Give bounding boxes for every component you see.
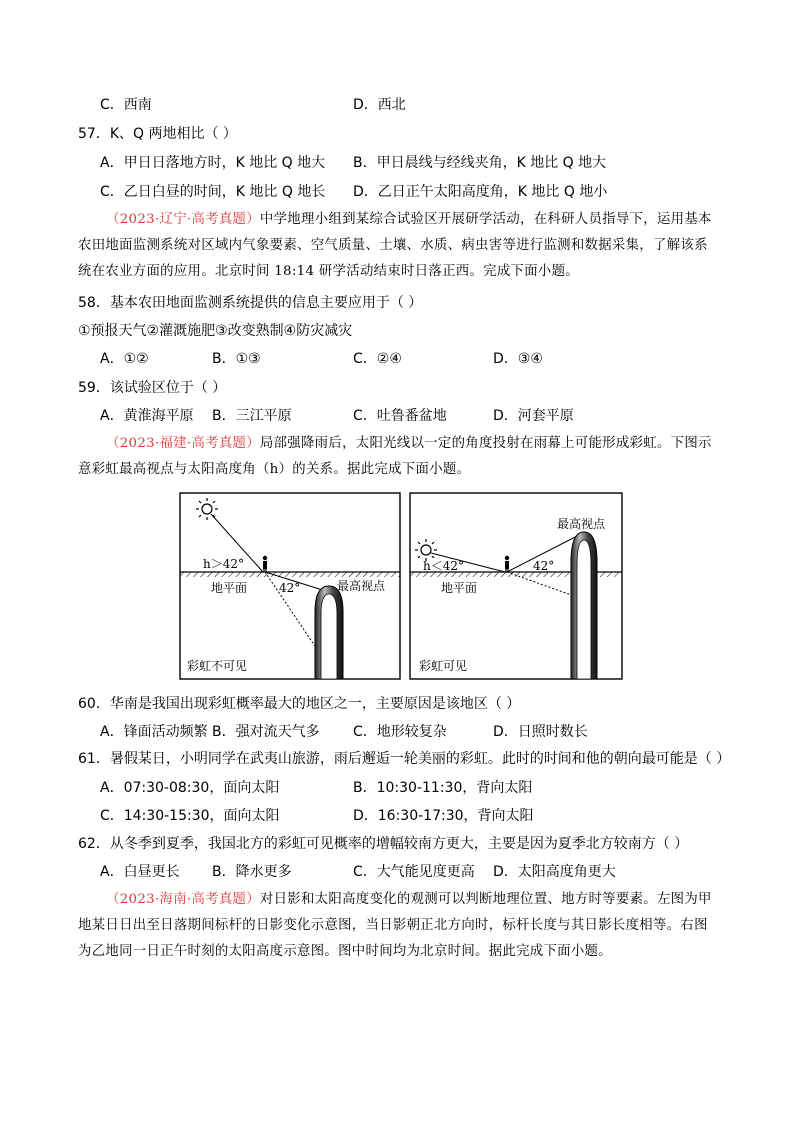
h-label: h＞42°: [203, 557, 244, 571]
q62-option-a: A．白昼更长: [100, 864, 180, 880]
rainbow-figure-not-visible: [179, 492, 401, 680]
peak-label: 最高视点: [337, 579, 386, 593]
passage1-line3: 统在农业方面的应用。北京时间 18:14 研学活动结束时日落正西。完成下面小题。: [78, 264, 579, 279]
q58-option-c: C．②④: [353, 351, 402, 367]
q59-option-a: A．黄淮海平原: [100, 408, 194, 424]
angle-label: 42°: [533, 559, 555, 573]
passage3-source: （2023·海南·高考真题）: [106, 892, 260, 907]
ground-label: 地平面: [211, 581, 248, 595]
q58-stem: 58．基本农田地面监测系统提供的信息主要应用于（ ）: [78, 295, 423, 311]
passage3-line3: 为乙地同一日正午时刻的太阳高度示意图。图中时间均为北京时间。据此完成下面小题。: [78, 944, 612, 959]
q61-stem: 61．暑假某日，小明同学在武夷山旅游，雨后邂逅一轮美丽的彩虹。此时的时间和他的朝向最可能是（ ）: [78, 751, 731, 767]
angle-label: 42°: [279, 581, 301, 595]
q58-option-a: A．①②: [100, 351, 149, 367]
q59-option-d: D．河套平原: [493, 408, 574, 424]
caption-label: 彩虹不可见: [187, 659, 248, 673]
q57-option-c: C．乙日白昼的时间，K 地比 Q 地长: [100, 184, 326, 200]
q58-option-b: B．①③: [212, 351, 261, 367]
q58-items: ①预报天气②灌溉施肥③改变熟制④防灾减灾: [78, 323, 353, 339]
q59-stem: 59．该试验区位于（ ）: [78, 380, 227, 396]
q61-option-d: D．16:30-17:30，背向太阳: [353, 808, 534, 824]
q60-option-d: D．日照时数长: [493, 724, 588, 740]
q61-option-b: B．10:30-11:30，背向太阳: [353, 780, 533, 796]
q59-option-c: C．吐鲁番盆地: [353, 408, 447, 424]
q56-option-c: C．西南: [100, 97, 152, 113]
q62-option-c: C．大气能见度更高: [353, 864, 475, 880]
q57-option-b: B．甲日晨线与经线夹角，K 地比 Q 地大: [353, 155, 607, 171]
q57-option-a: A．甲日日落地方时，K 地比 Q 地大: [100, 155, 326, 171]
caption-label: 彩虹可见: [419, 659, 468, 673]
q60-option-a: A．锋面活动频繁: [100, 724, 208, 740]
q57-option-d: D．乙日正午太阳高度角，K 地比 Q 地小: [353, 184, 608, 200]
peak-label: 最高视点: [557, 517, 606, 531]
q62-option-d: D．太阳高度角更大: [493, 864, 616, 880]
q58-option-d: D．③④: [493, 351, 543, 367]
passage1-source: （2023·辽宁·高考真题）: [106, 212, 260, 227]
q56-option-d: D．西北: [353, 97, 406, 113]
ground-label: 地平面: [441, 581, 478, 595]
q61-option-a: A．07:30-08:30，面向太阳: [100, 780, 280, 796]
q62-option-b: B．降水更多: [212, 864, 292, 880]
q60-option-c: C．地形较复杂: [353, 724, 447, 740]
ground-hatch: [180, 572, 400, 577]
passage1-line2: 农田地面监测系统对区域内气象要素、空气质量、土壤、水质、病虫害等进行监测和数据采集，了解该系: [78, 238, 708, 253]
passage2-source: （2023·福建·高考真题）: [106, 436, 260, 451]
passage3-line2: 地某日日出至日落期间标杆的日影变化示意图，当日影朝正北方向时，标杆长度与其日影长度相等。右图: [78, 918, 708, 933]
h-label: h＜42°: [423, 559, 464, 573]
q59-option-b: B．三江平原: [212, 408, 292, 424]
q61-option-c: C．14:30-15:30，面向太阳: [100, 808, 280, 824]
passage2-line1: （2023·福建·高考真题）局部强降雨后，太阳光线以一定的角度投射在雨幕上可能形成彩虹。下图示: [106, 436, 712, 451]
passage2-line2: 意彩虹最高视点与太阳高度角（h）的关系。据此完成下面小题。: [78, 462, 471, 477]
q62-stem: 62．从冬季到夏季，我国北方的彩虹可见概率的增幅较南方更大，主要是因为夏季北方较南方（ ）: [78, 836, 689, 852]
q60-option-b: B．强对流天气多: [212, 724, 320, 740]
rainbow-figure-visible: [409, 492, 623, 680]
passage1-line1: （2023·辽宁·高考真题）中学地理小组到某综合试验区开展研学活动，在科研人员指导下，运用基本: [106, 212, 712, 227]
passage3-line1: （2023·海南·高考真题）对日影和太阳高度变化的观测可以判断地理位置、地方时等要素。左图为甲: [106, 892, 712, 907]
q57-stem: 57．K、Q 两地相比（ ）: [78, 126, 237, 142]
q60-stem: 60．华南是我国出现彩虹概率最大的地区之一，主要原因是该地区（ ）: [78, 696, 521, 712]
